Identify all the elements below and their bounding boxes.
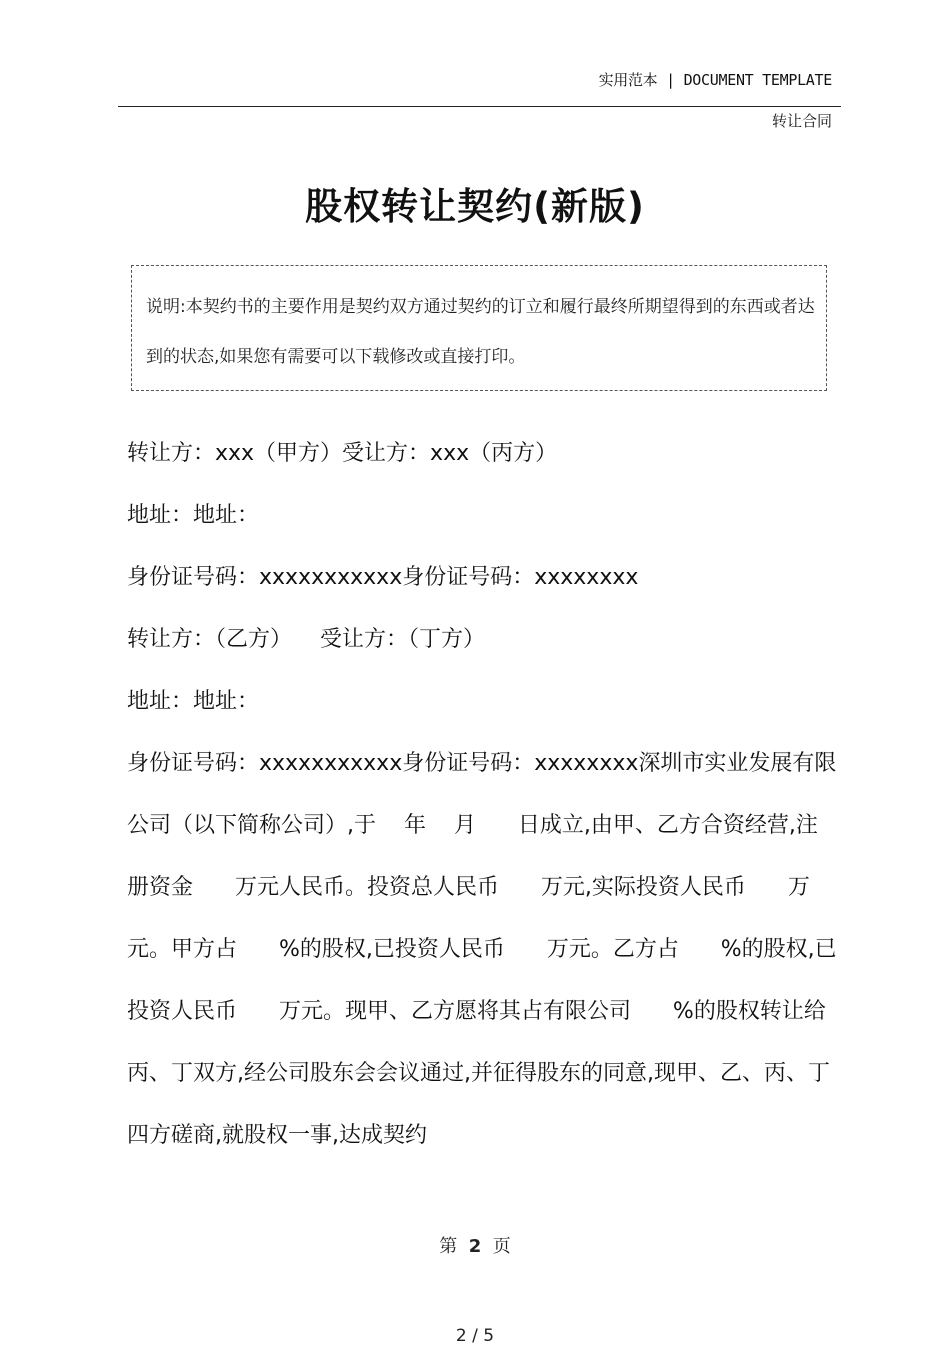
paragraph-transferor-b: 转让方：（乙方） 受让方：（丁方）	[127, 627, 485, 652]
header-label: 实用范本 | DOCUMENT TEMPLATE	[598, 71, 832, 89]
paragraph-transferor-a: 转让方：xxx（甲方）受让方：xxx（丙方）	[127, 441, 558, 466]
paragraph-address-2: 地址：地址：	[127, 689, 260, 714]
note-text: 说明:本契约书的主要作用是契约双方通过契约的订立和履行最终所期望得到的东西或者达到的状态,如果您有需要可以下载修改或直接打印。	[146, 297, 815, 367]
page-prefix: 第	[439, 1236, 458, 1257]
document-title: 股权转让契约(新版)	[305, 185, 645, 228]
page-number	[0, 1232, 950, 1258]
document-body	[127, 423, 837, 1167]
paragraph-main: 身份证号码：xxxxxxxxxxx身份证号码：xxxxxxxx深圳市实业发展有限公司（以下简称公司）,于 年 月 日成立,由甲、乙方合资经营,注册资金 万元人民币。投资总人民币 万元,实际投资人民币 万元。甲方占 %的股权,已投资人民币 万元。乙方占 %的股权,已投资人民币 万元。现甲、乙方愿将其占有限公司 %的股权转让给丙、丁双方,经公司股东会会议通过,并征得股东的同意,现甲、乙、丙、丁四方磋商,就股权一事,达成契约	[127, 751, 837, 1148]
page-number-value: 2	[468, 1236, 482, 1257]
page-suffix: 页	[492, 1236, 511, 1257]
paragraph-id-1: 身份证号码：xxxxxxxxxxx身份证号码：xxxxxxxx	[127, 565, 639, 590]
header-divider	[118, 106, 841, 107]
note-box	[131, 265, 827, 391]
paragraph-address-1: 地址：地址：	[127, 503, 260, 528]
header-subtitle: 转让合同	[771, 112, 832, 130]
page-counter: 2 / 5	[455, 1326, 495, 1346]
